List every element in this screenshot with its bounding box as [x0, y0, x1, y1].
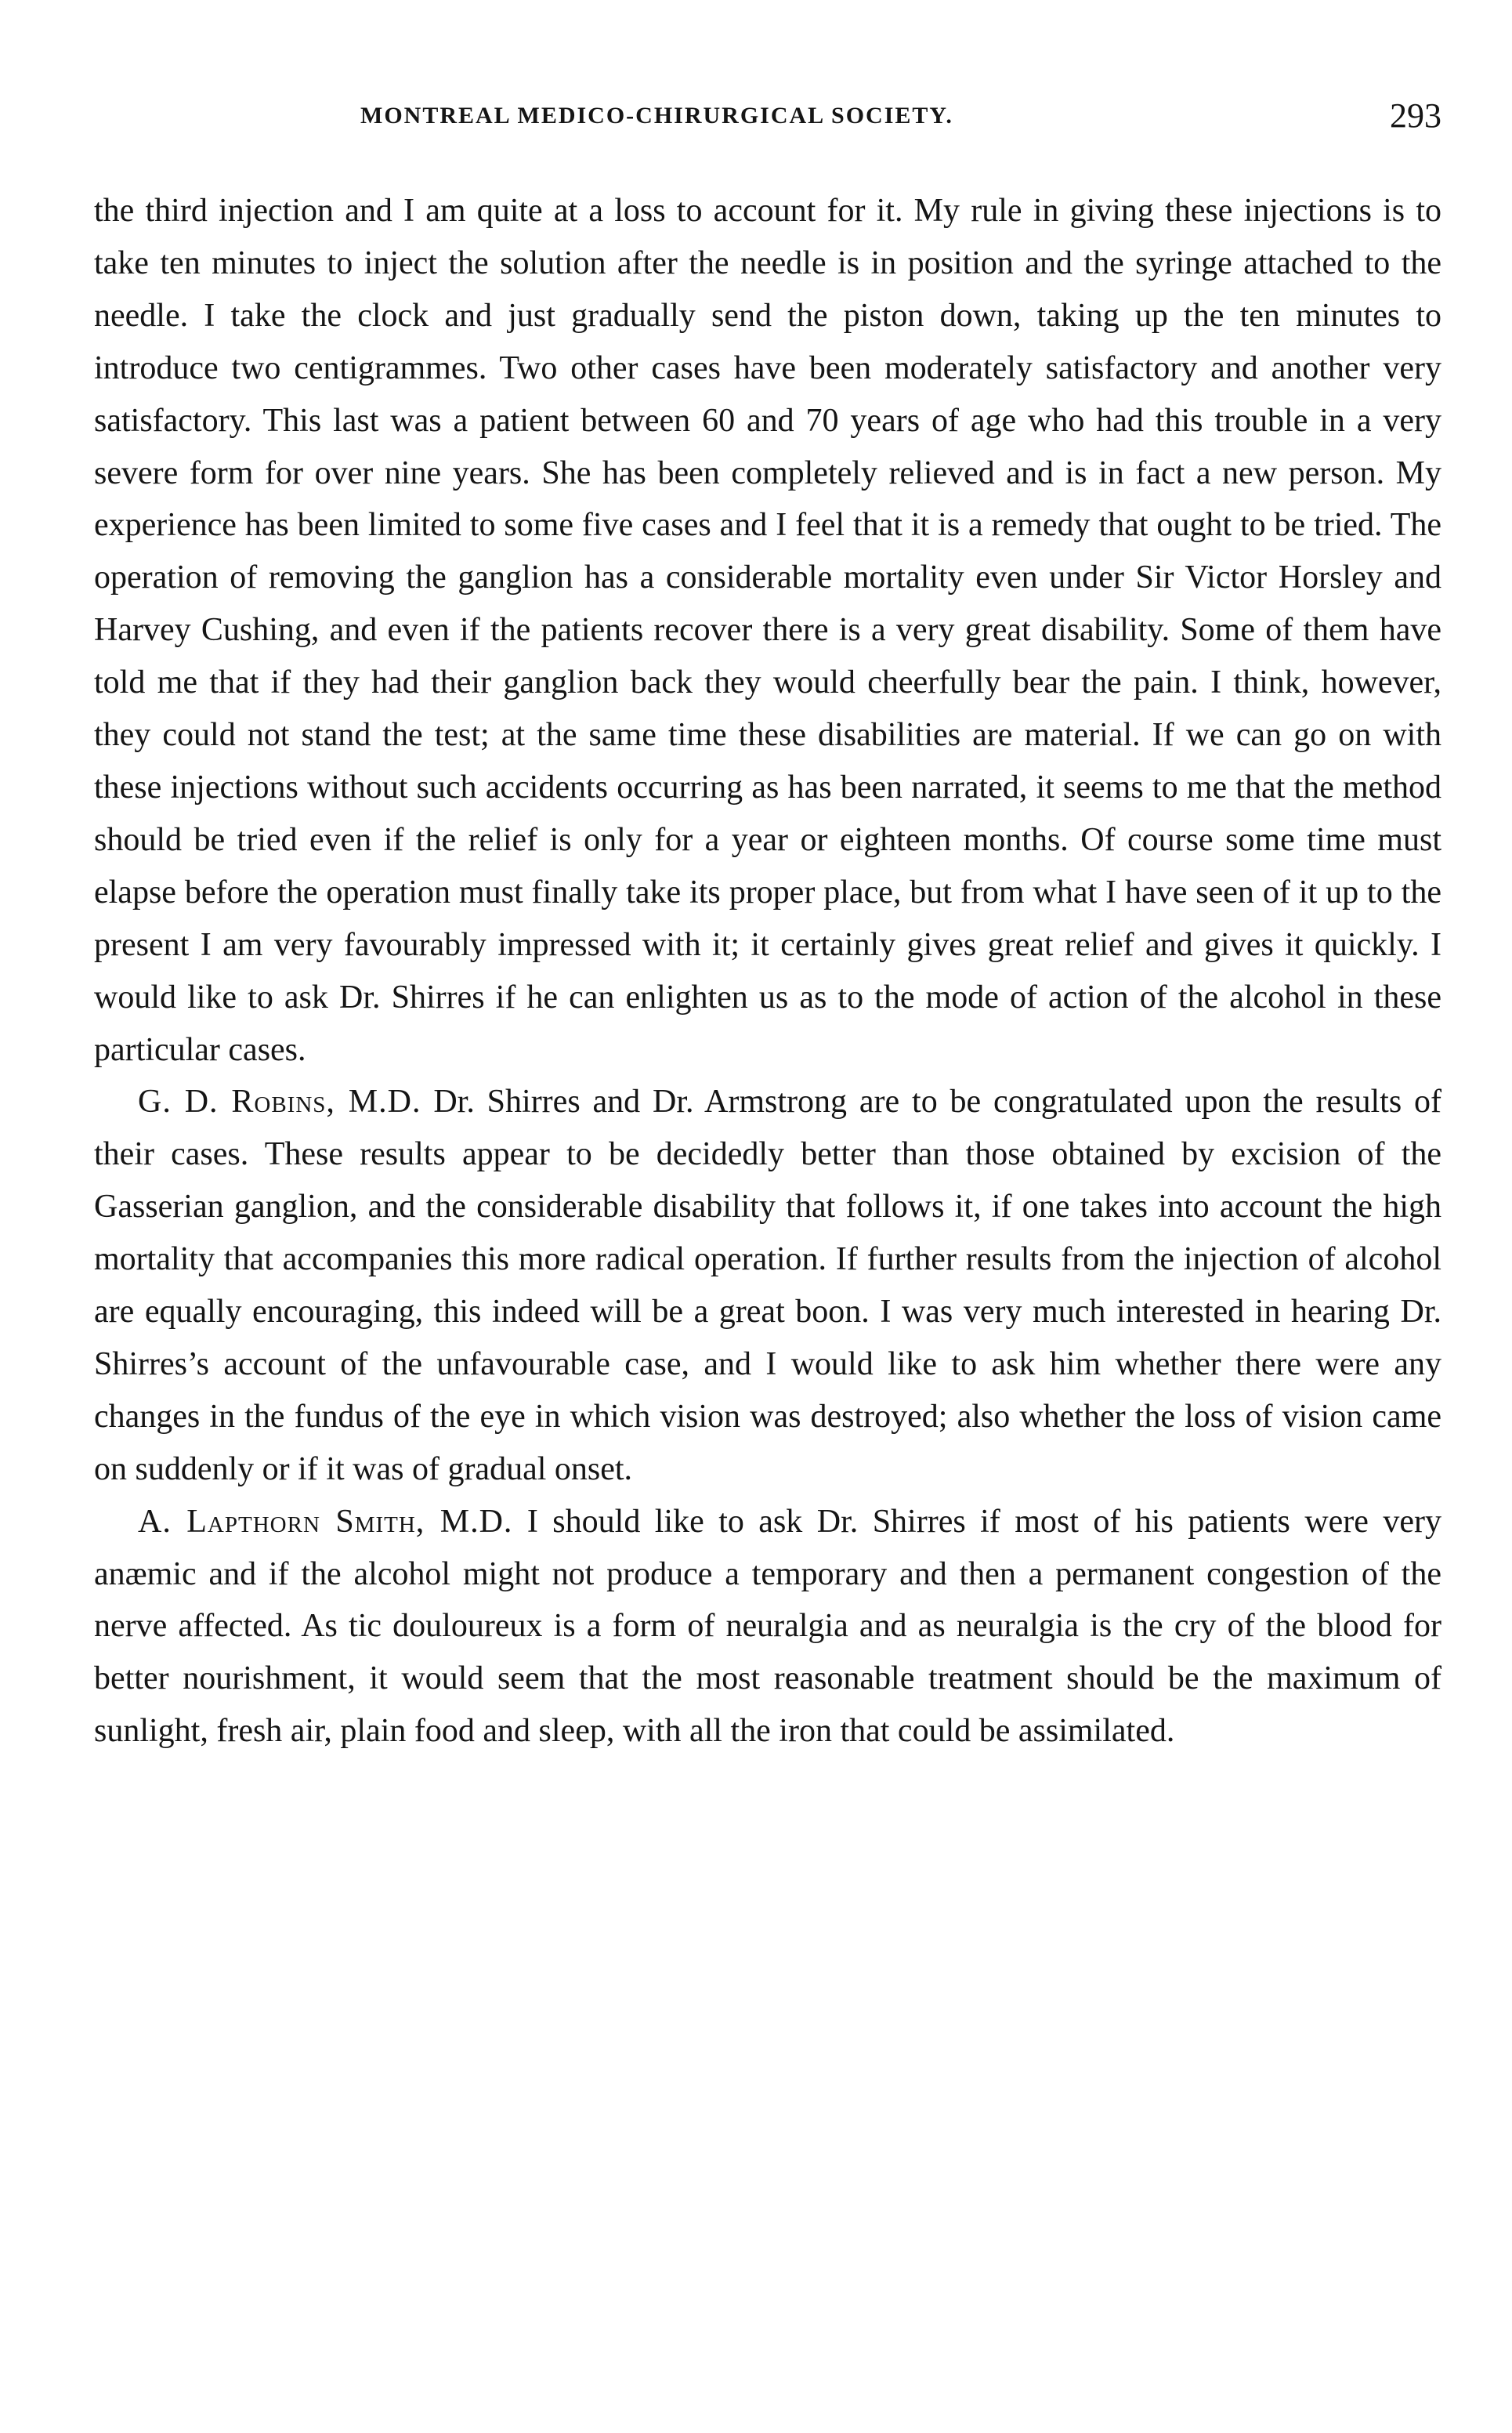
- body-text: [94, 185, 1441, 1758]
- paragraph-text: I should like to ask Dr. Shirres if most of his patients were very anæmic and if the alcohol might not produce a temporary and then a permanent congestion of the nerve affected. As tic douloureux is a form of neuralgia and as neuralgia is the cry of the blood for better nourishment, it would seem that the most reasonable treatment should be the maximum of sunlight, fresh air, plain food and sleep, with all the iron that could be assimilated.: [94, 1503, 1442, 1750]
- speaker-name: A. Lapthorn Smith, M.D.: [138, 1503, 513, 1540]
- paragraph-robins: [94, 1076, 1441, 1495]
- paragraph-text: Dr. Shirres and Dr. Armstrong are to be congratulated upon the results of their cases. These results appear to be decidedly better than those obtained by excision of the Gasserian ganglion, and the considerable disability that follows it, if one takes into account the high mortality that accompanies this more radical operation. If further results from the injection of alcohol are equally encouraging, this indeed will be a great boon. I was very much interested in hearing Dr. Shirres’s account of the unfavourable case, and I would like to ask him whether there were any changes in the fundus of the eye in which vision was destroyed; also whether the loss of vision came on suddenly or if it was of gradual onset.: [94, 1084, 1442, 1487]
- running-title: MONTREAL MEDICO-CHIRURGICAL SOCIETY.: [360, 103, 953, 129]
- paragraph-lapthorn-smith: [94, 1496, 1441, 1758]
- running-head: [94, 94, 1457, 138]
- page-number: 293: [1390, 96, 1441, 135]
- paragraph-continued: the third injection and I am quite at a loss to account for it. My rule in giving these injections is to take ten minutes to inject the solution after the needle is in position and the syringe attached to the needle. I take the clock and just gradually send the piston down, taking up the ten minutes to introduce two centigrammes. Two other cases have been moderately satisfactory and another very satisfactory. This last was a patient between 60 and 70 years of age who had this trouble in a very severe form for over nine years. She has been completely relieved and is in fact a new person. My experience has been limited to some five cases and I feel that it is a remedy that ought to be tried. The operation of removing the ganglion has a considerable mortality even under Sir Victor Horsley and Harvey Cushing, and even if the patients recover there is a very great disability. Some of them have told me that if they had their ganglion back they would cheerfully bear the pain. I think, however, they could not stand the test; at the same time these disabilities are material. If we can go on with these injections without such accidents occurring as has been narrated, it seems to me that the method should be tried even if the relief is only for a year or eighteen months. Of course some time must elapse before the operation must finally take its proper place, but from what I have seen of it up to the present I am very favourably impressed with it; it certainly gives great relief and gives it quickly. I would like to ask Dr. Shirres if he can enlighten us as to the mode of action of the alcohol in these particular cases.: [94, 193, 1441, 1068]
- speaker-name: G. D. Robins, M.D.: [138, 1084, 421, 1121]
